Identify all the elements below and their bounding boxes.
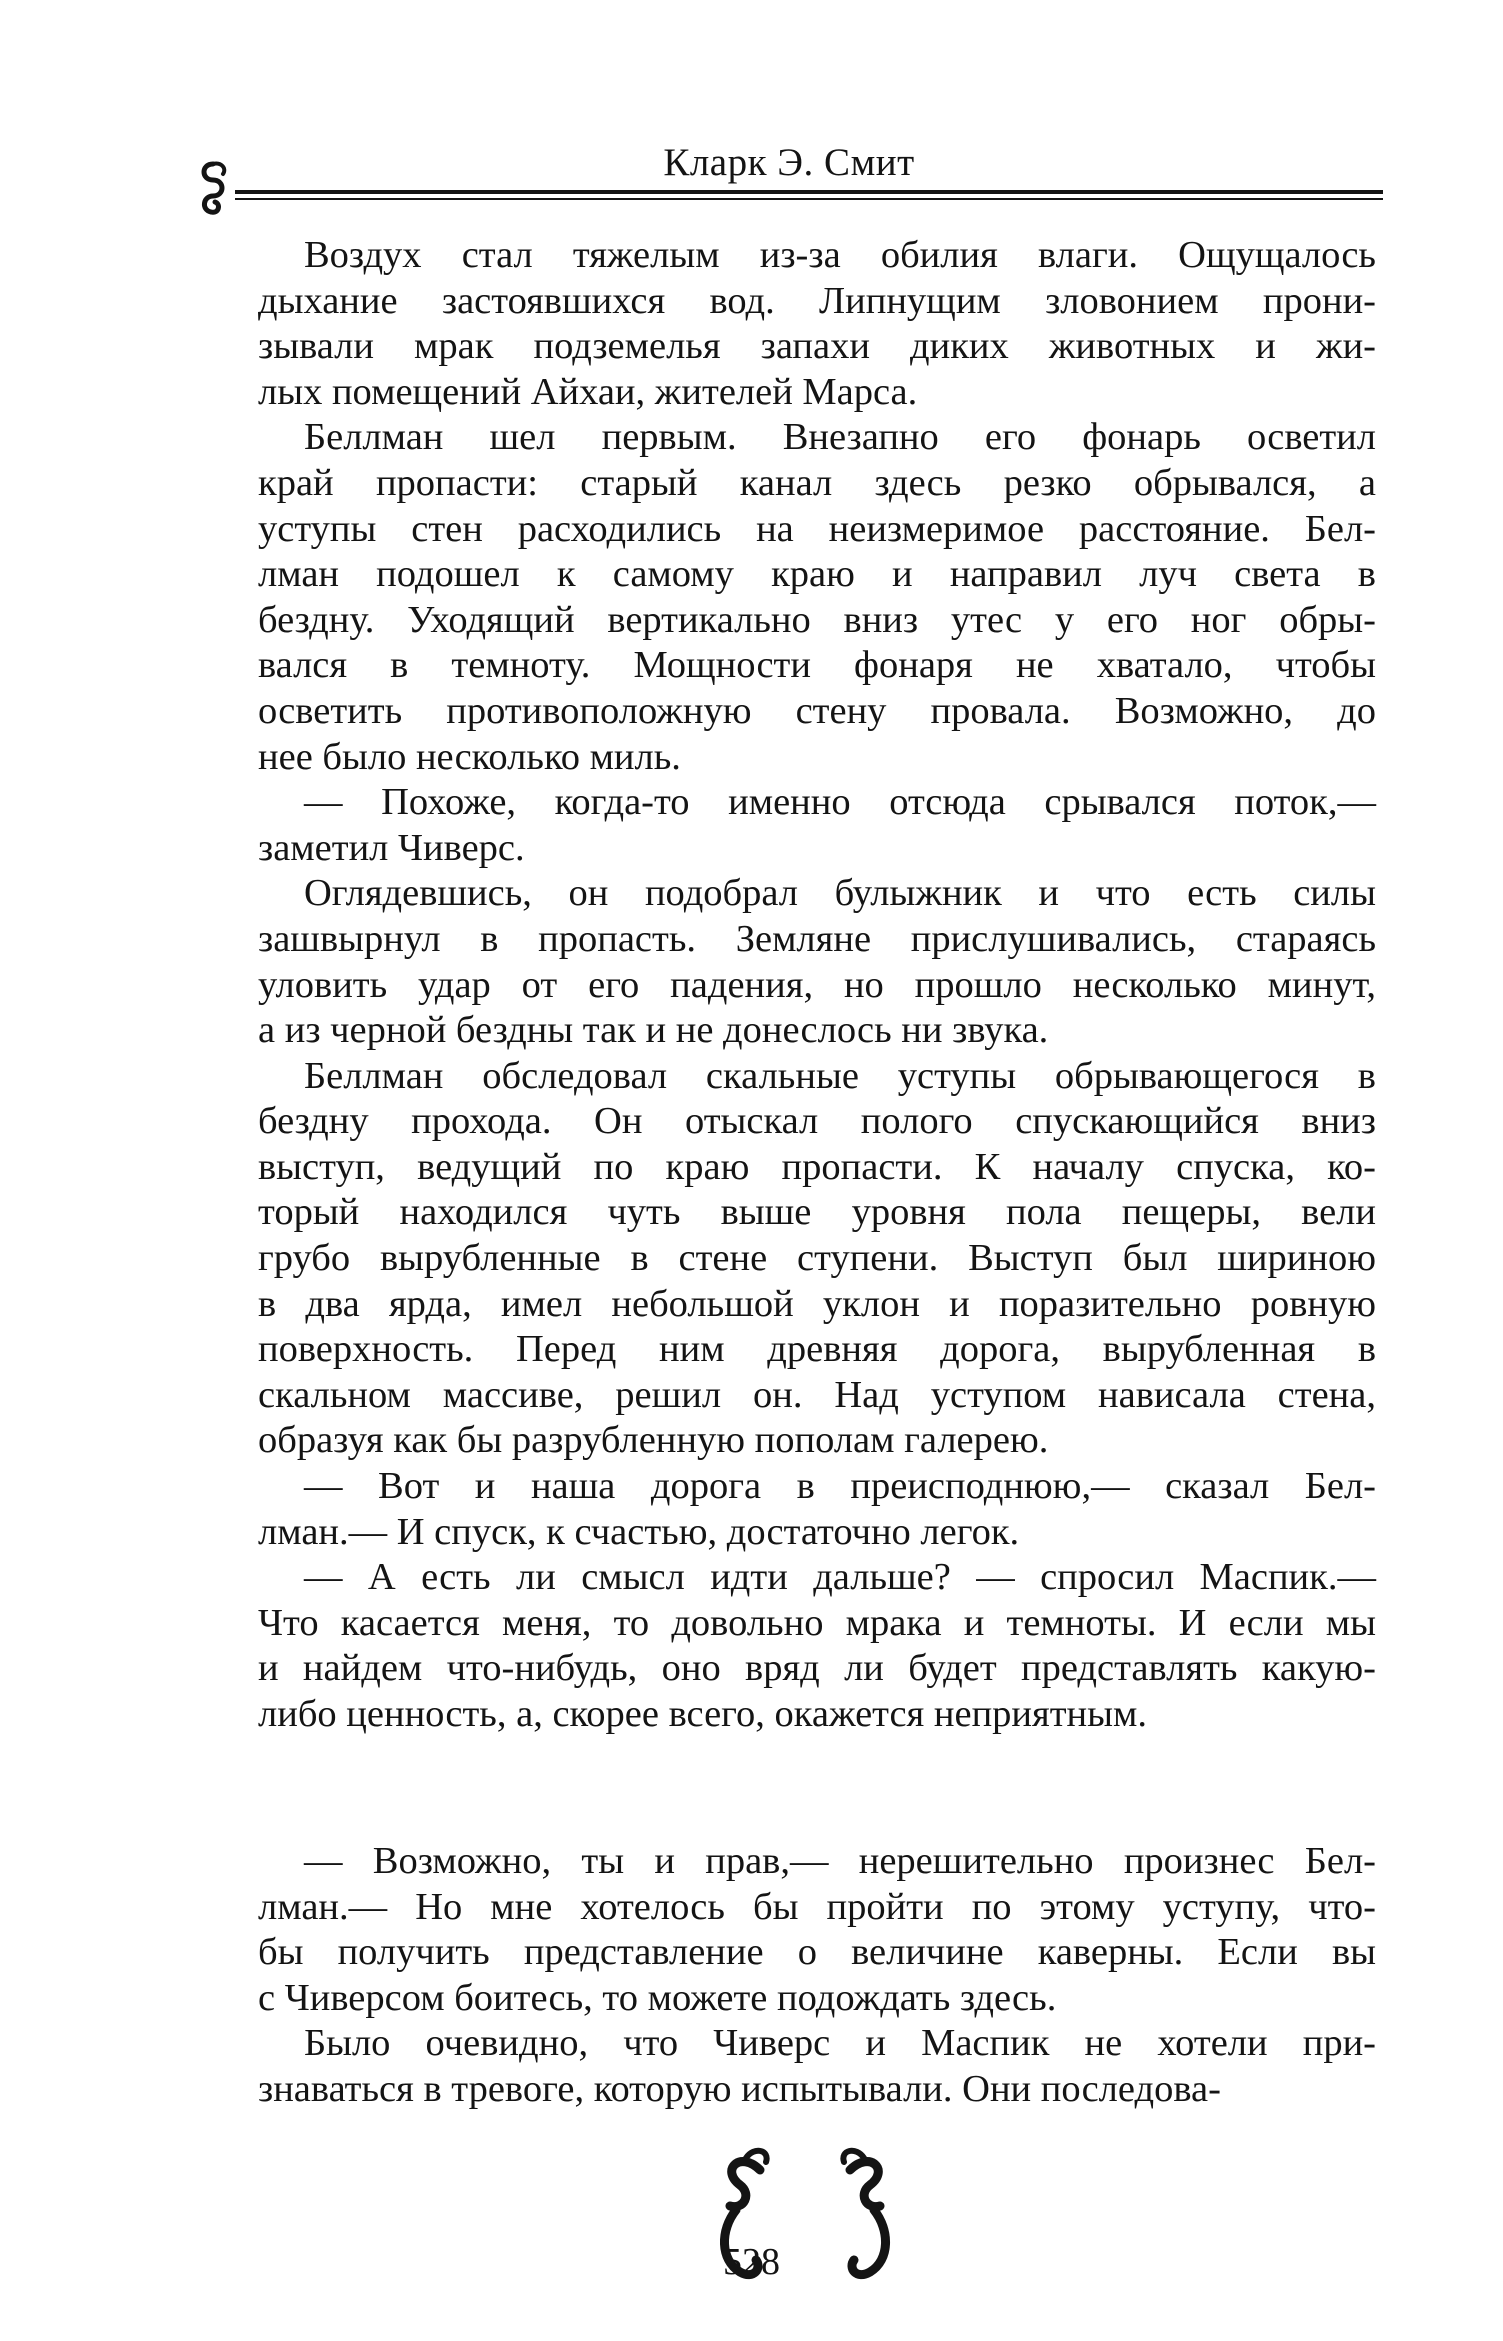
text-line: заметил Чиверс. <box>258 826 525 869</box>
text-line: — Похоже, когда-то именно отсюда срывался поток,— <box>304 781 1376 824</box>
header-rule <box>235 190 1383 194</box>
text-line: бездну. Уходящий вертикально вниз утес у его ног обры- <box>258 598 1376 641</box>
text-line: лман.— Но мне хотелось бы пройти по этому уступу, что- <box>258 1885 1376 1928</box>
text-line: осветить противоположную стену провала. Возможно, до <box>258 689 1376 732</box>
text-line: скальном массиве, решил он. Над уступом нависала стена, <box>258 1373 1376 1416</box>
paragraph <box>258 1464 1376 1555</box>
text-line: — Вот и наша дорога в преисподнюю,— сказал Бел- <box>304 1465 1376 1508</box>
text-line: зашвырнул в пропасть. Земляне прислушивались, стараясь <box>258 917 1376 960</box>
text-line: и найдем что-нибудь, оно вряд ли будет представлять какую- <box>258 1647 1376 1690</box>
text-line: выступ, ведущий по краю пропасти. К началу спуска, ко- <box>258 1145 1376 1188</box>
running-header-title: Кларк Э. Смит <box>663 141 915 184</box>
text-line: — Возможно, ты и прав,— нерешительно произнес Бел- <box>304 1840 1376 1882</box>
text-line: вался в темноту. Мощности фонаря не хватало, чтобы <box>258 644 1376 687</box>
text-line: Воздух стал тяжелым из-за обилия влаги. Ощущалось <box>304 234 1376 276</box>
text-line: в два ярда, имел небольшой уклон и поразительно ровную <box>258 1282 1376 1325</box>
header-rule-thin <box>235 198 1383 200</box>
text-line: дыхание застоявшихся вод. Липнущим зловонием прони- <box>258 279 1376 322</box>
paragraph <box>258 2021 1376 2112</box>
page-number: 528 <box>723 2241 780 2283</box>
text-line: образуя как бы разрубленную пополам галерею. <box>258 1419 1049 1462</box>
page-footer <box>0 2140 1503 2290</box>
text-line: Было очевидно, что Чиверс и Маспик не хотели при- <box>304 2022 1376 2065</box>
text-line: бездну прохода. Он отыскал полого спускающийся вниз <box>258 1100 1376 1143</box>
text-line: — А есть ли смысл идти дальше? — спросил Маспик.— <box>304 1556 1376 1599</box>
text-line: а из черной бездны так и не донеслось ни звука. <box>258 1009 1049 1052</box>
text-line: зывали мрак подземелья запахи диких животных и жи- <box>258 325 1376 368</box>
text-line: Беллман шел первым. Внезапно его фонарь осветил <box>304 416 1376 459</box>
paragraph <box>258 1054 1376 1464</box>
running-header <box>195 128 1383 208</box>
paragraph <box>258 1555 1376 1737</box>
text-line: знаваться в тревоге, которую испытывали. Они последова- <box>258 2067 1221 2110</box>
body-text-top <box>258 233 1376 1738</box>
text-line: край пропасти: старый канал здесь резко обрывался, а <box>258 461 1376 504</box>
text-line: нее было несколько миль. <box>258 735 681 778</box>
text-line: Беллман обследовал скальные уступы обрывающегося в <box>304 1054 1376 1097</box>
text-line: уступы стен расходились на неизмеримое расстояние. Бел- <box>258 507 1376 550</box>
text-line: либо ценность, а, скорее всего, окажется неприятным. <box>258 1693 1148 1735</box>
text-line: Оглядевшись, он подобрал булыжник и что есть силы <box>304 872 1376 915</box>
text-line: с Чиверсом боитесь, то можете подождать здесь. <box>258 1976 1057 2019</box>
text-line: поверхность. Перед ним древняя дорога, вырубленная в <box>258 1328 1376 1371</box>
text-line: торый находился чуть выше уровня пола пещеры, вели <box>258 1191 1376 1234</box>
text-line: уловить удар от его падения, но прошло несколько минут, <box>258 963 1376 1006</box>
text-line: лман подошел к самому краю и направил луч света в <box>258 553 1376 596</box>
paragraph <box>258 233 1376 415</box>
paragraph <box>258 780 1376 871</box>
text-line: грубо вырубленные в стенe ступени. Выступ был шириною <box>258 1237 1376 1280</box>
text-line: лых помещений Айхаи, жителей Марса. <box>258 370 918 413</box>
text-line: бы получить представление о величине каверны. Если вы <box>258 1931 1376 1974</box>
paragraph <box>258 415 1376 780</box>
paragraph <box>258 1839 1376 2021</box>
body-text-bottom <box>258 1839 1376 2113</box>
text-line: Что касается меня, то довольно мрака и темноты. И если мы <box>258 1601 1376 1644</box>
text-line: лман.— И спуск, к счастью, достаточно легок. <box>258 1510 1020 1553</box>
paragraph <box>258 871 1376 1053</box>
